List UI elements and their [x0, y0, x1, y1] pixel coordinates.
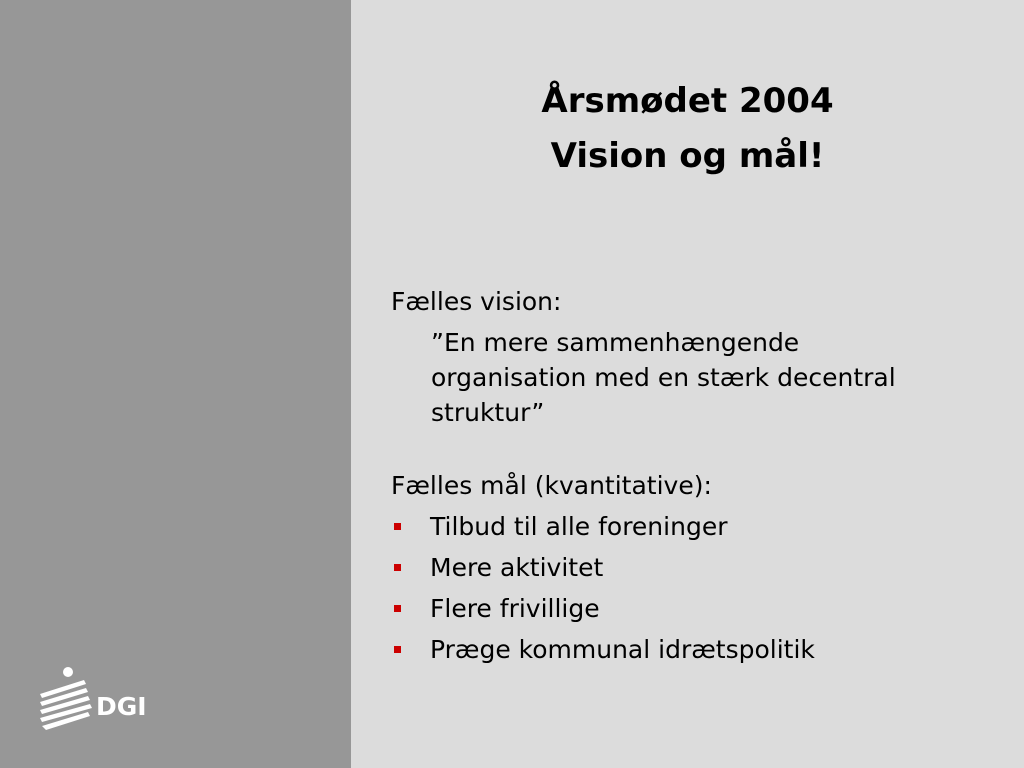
title-line-2: Vision og mål!	[550, 136, 825, 176]
vision-heading: Fælles vision:	[391, 287, 562, 316]
goal-item	[391, 550, 991, 585]
section-spacer	[391, 430, 991, 468]
vision-quote: ”En mere sammenhængende organisation med en stærk decentral struktur”	[431, 328, 896, 427]
side-panel	[0, 0, 351, 768]
goal-item	[391, 591, 991, 626]
goal-text: Præge kommunal idrætspolitik	[430, 635, 815, 664]
slide-body	[391, 284, 991, 667]
logo-text: DGI	[96, 692, 147, 721]
goals-list	[391, 509, 991, 667]
goal-item	[391, 509, 991, 544]
goals-heading: Fælles mål (kvantitative):	[391, 471, 712, 500]
goal-text: Mere aktivitet	[430, 553, 604, 582]
slide-title	[351, 74, 1024, 184]
red-square-bullet-icon	[394, 646, 401, 653]
red-square-bullet-icon	[394, 564, 401, 571]
goal-text: Flere frivillige	[430, 594, 600, 623]
goal-text: Tilbud til alle foreninger	[430, 512, 728, 541]
title-line-1: Årsmødet 2004	[541, 81, 834, 121]
goal-item	[391, 632, 991, 667]
red-square-bullet-icon	[394, 523, 401, 530]
red-square-bullet-icon	[394, 605, 401, 612]
